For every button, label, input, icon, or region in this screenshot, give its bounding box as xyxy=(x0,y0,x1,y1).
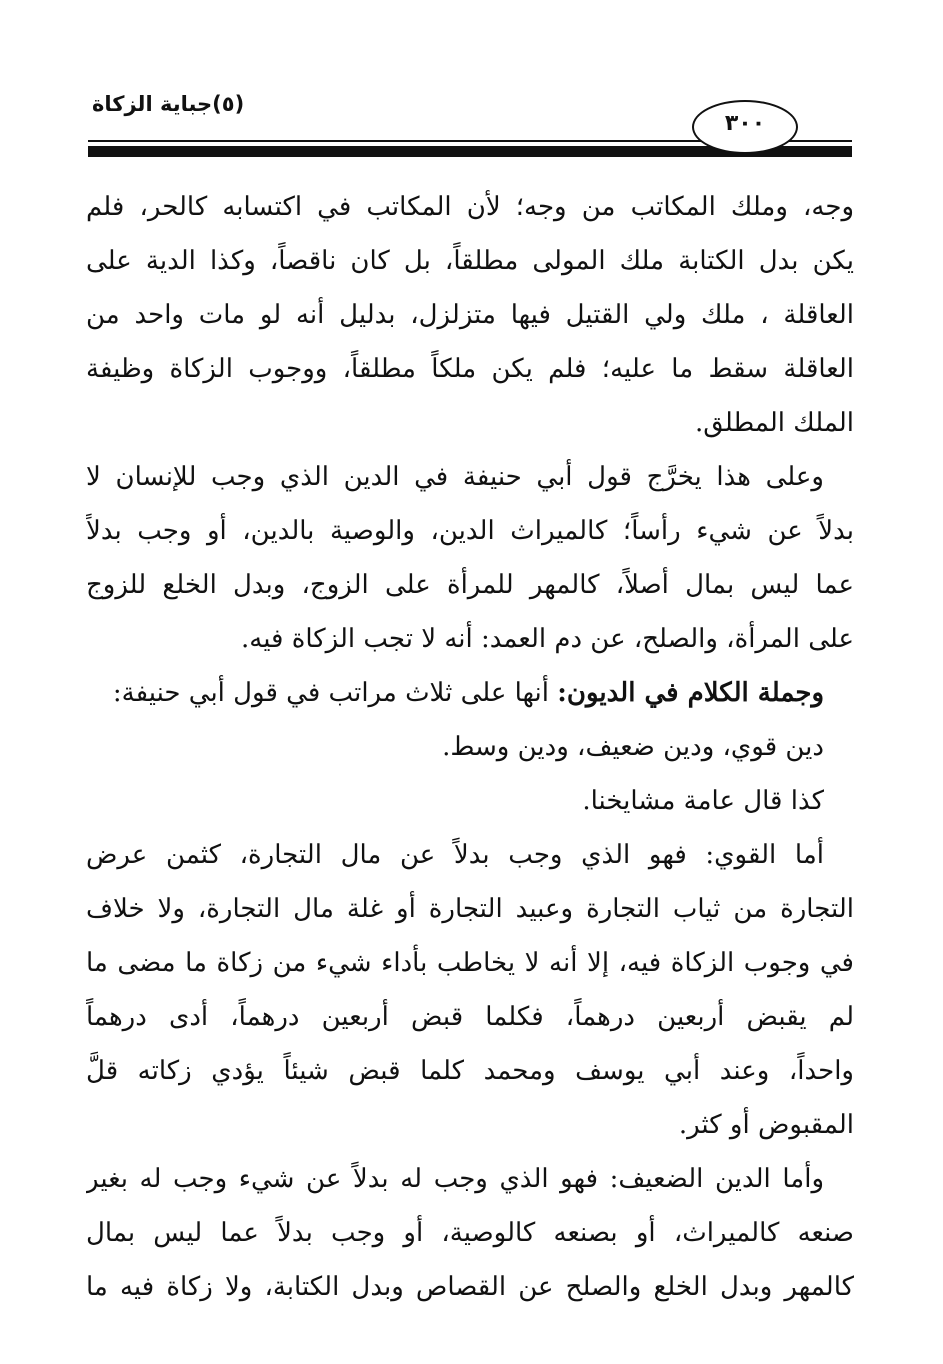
text-line: على المرأة، والصلح، عن دم العمد: أنه لا تجب الزكاة فيه. xyxy=(240,624,854,654)
text-line: دين قوي، ودين ضعيف، ودين وسط. xyxy=(442,732,824,762)
text-line: عما ليس بمال أصلاً، كالمهر للمرأة على الزوج، وبدل الخلع للزوج xyxy=(86,570,854,600)
text-line-with-heading xyxy=(86,666,854,720)
page-number: ٣٠٠ xyxy=(724,111,766,136)
text-line: العاقلة ، ملك ولي القتيل فيها متزلزل، بدليل أنه لو مات واحد من xyxy=(86,300,854,330)
text-line: المقبوض أو كثر. xyxy=(678,1110,854,1140)
text-segment: أنها على ثلاث مراتب في قول أبي حنيفة: xyxy=(112,678,549,708)
paragraph-lead: وجملة الكلام في الديون: xyxy=(557,678,824,708)
text-line: وجه، وملك المكاتب من وجه؛ لأن المكاتب في اكتسابه كالحر، فلم xyxy=(86,192,854,222)
text-line: يكن بدل الكتابة ملك المولى مطلقاً، بل كان ناقصاً، وكذا الدية على xyxy=(86,246,854,276)
text-line: في وجوب الزكاة فيه، إلا أنه لا يخاطب بأداء شيء من زكاة ما مضى ما xyxy=(86,948,854,978)
text-line: الملك المطلق. xyxy=(694,408,854,438)
text-line: العاقلة سقط ما عليه؛ فلم يكن ملكاً مطلقاً، ووجوب الزكاة وظيفة xyxy=(86,354,854,384)
text-line: واحداً، وعند أبي يوسف ومحمد كلما قبض شيئاً يؤدي زكاته قلَّ xyxy=(86,1056,854,1086)
text-line: لم يقبض أربعين درهماً، فكلما قبض أربعين درهماً، أدى درهماً xyxy=(86,1002,854,1032)
body-text xyxy=(86,180,854,1314)
text-line: بدلاً عن شيء رأساً؛ كالميراث الدين، والوصية بالدين، أو وجب بدلاً xyxy=(86,516,854,546)
text-line: صنعه كالميراث، أو بصنعه كالوصية، أو وجب بدلاً عما ليس بمال xyxy=(86,1218,854,1248)
text-line: التجارة من ثياب التجارة وعبيد التجارة أو غلة مال التجارة، ولا خلاف xyxy=(86,894,854,924)
text-line: كذا قال عامة مشايخنا. xyxy=(582,786,824,816)
running-header-title: (٥)جباية الزكاة xyxy=(92,92,245,116)
text-line: كالمهر وبدل الخلع والصلح عن القصاص وبدل الكتابة، ولا زكاة فيه ما xyxy=(86,1272,854,1302)
text-line: أما القوي: فهو الذي وجب بدلاً عن مال التجارة، كثمن عرض xyxy=(86,840,824,870)
text-line: وأما الدين الضعيف: فهو الذي وجب له بدلاً عن شيء وجب له بغير xyxy=(86,1164,824,1194)
text-line: وعلى هذا يخرَّج قول أبي حنيفة في الدين الذي وجب للإنسان لا xyxy=(86,462,824,492)
